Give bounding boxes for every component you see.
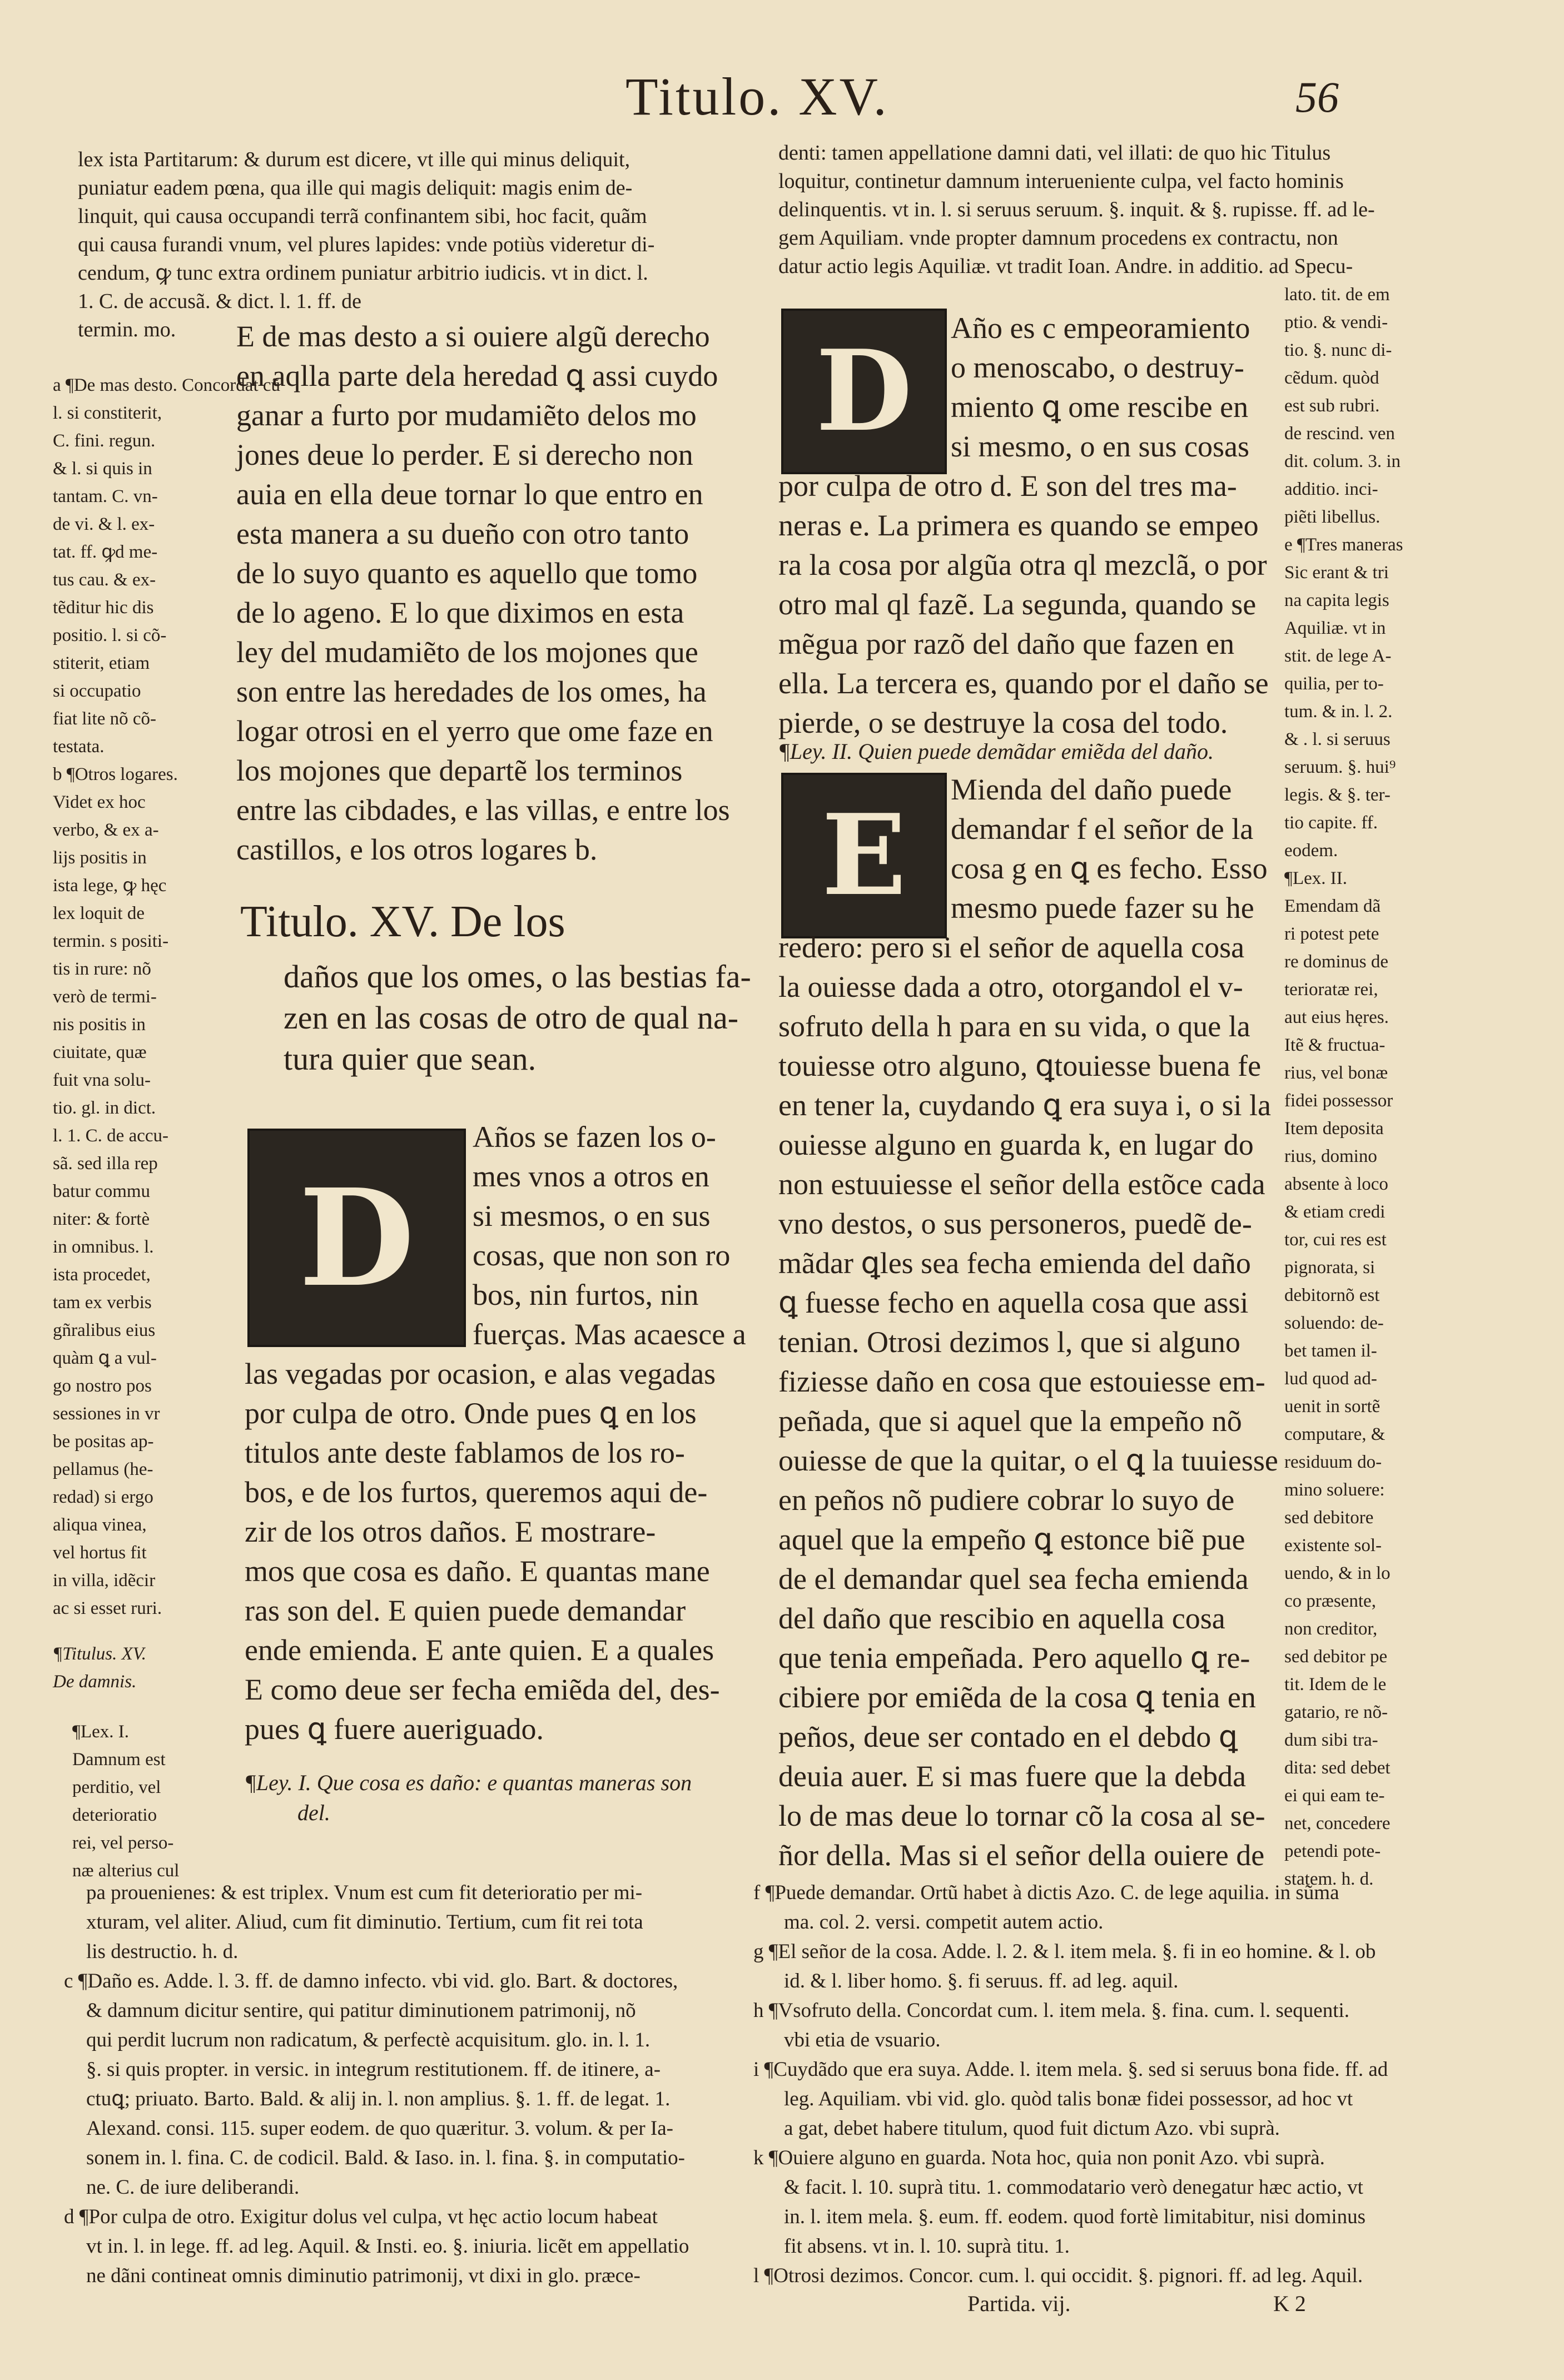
gloss-line: C. fini. regun. [53,431,156,451]
gloss-line: Sic erant & tri [1284,563,1389,583]
text-line: castillos, e los otros logares b. [236,833,598,866]
gloss-line: perditio, vel [72,1777,161,1797]
gloss-line: ei qui eam te- [1284,1786,1385,1806]
text-line: fuerças. Mas acaesce a [473,1318,746,1351]
gloss-line: computare, & [1284,1424,1386,1444]
gloss-line: datur actio legis Aquiliæ. vt tradit Ioan. Andre. in additio. ad Specu- [778,255,1353,278]
text-line: cosa g en ꝗ es fecho. Esso [951,852,1268,885]
text-line: cosas, que non son ro [473,1239,731,1272]
text-line: sofruto della h para en su vida, o que la [778,1010,1250,1043]
gloss-line: in villa, idẽcir [53,1571,156,1591]
gloss-line: niter: & fortè [53,1209,150,1229]
gloss-line: & facit. l. 10. suprà titu. 1. commodatario verò denegatur hæc actio, vt [784,2176,1363,2199]
text-line: Años se fazen los o- [473,1120,716,1154]
gloss-line: seruum. §. hui⁹ [1284,757,1396,777]
gloss-line: & etiam credi [1284,1202,1386,1222]
text-line: zir de los otros daños. E mostrare- [245,1515,656,1548]
text-line: de el demandar quel sea fecha emienda [778,1562,1249,1596]
gloss-line: ¶Titulus. XV. [53,1644,146,1664]
gloss-line: h ¶Vsofruto della. Concordat cum. l. item mela. §. fina. cum. l. sequenti. [753,1999,1350,2022]
gloss-line: Damnum est [72,1750,166,1770]
gloss-line: Item deposita [1284,1119,1384,1139]
heading-line: ¶Ley. I. Que cosa es daño: e quantas maneras son [245,1770,692,1795]
gloss-line: ctuꝗ; priuato. Barto. Bald. & alij in. l. non amplius. §. 1. ff. de legat. 1. [86,2088,671,2110]
right-top-gloss [778,139,1462,281]
gloss-line: mino soluere: [1284,1480,1385,1500]
gloss-line: vel hortus fit [53,1543,147,1563]
gloss-line: rius, domino [1284,1146,1377,1166]
gloss-line: sed debitor pe [1284,1647,1388,1667]
text-line: son entre las heredades de los omes, ha [236,675,707,708]
gloss-line: tio. §. nunc di- [1284,340,1392,360]
gloss-line: co præsente, [1284,1591,1376,1611]
text-line: ouiesse alguno en guarda k, en lugar do [778,1128,1254,1161]
text-line: ras son del. E quien puede demandar [245,1594,686,1627]
gloss-line: tor, cui res est [1284,1230,1387,1250]
text-line: neras e. La primera es quando se empeo [778,509,1259,542]
text-line: esta manera a su dueño con otro tanto [236,517,689,550]
gloss-line: residuum do- [1284,1452,1382,1472]
gloss-line: aut eius hęres. [1284,1007,1389,1027]
gloss-line: lis destructio. h. d. [86,1940,239,1963]
gloss-line: denti: tamen appellatione damni dati, vel illati: de quo hic Titulus [778,141,1331,165]
gloss-line: batur commu [53,1181,151,1201]
gloss-line: ista procedet, [53,1265,151,1285]
gloss-line: net, concedere [1284,1813,1391,1834]
subtitle-line: daños que los omes, o las bestias fa- [284,958,751,995]
gloss-line: gatario, re nõ- [1284,1702,1388,1722]
bottom-right-gloss [753,1878,1451,2290]
footer-mark: K 2 [1273,2291,1306,2316]
gloss-line: linquit, qui causa occupandi terrã confinantem sibi, hoc facit, quãm [78,205,647,228]
gloss-line: rei, vel perso- [72,1833,174,1853]
gloss-line: ne dãni contineat omnis diminutio patrimonij, vt dixi in glo. præce- [86,2264,641,2287]
heading-line: del. [297,1800,330,1825]
text-line: fiziesse daño en cosa que estouiesse em- [778,1365,1265,1398]
gloss-line: f ¶Puede demandar. Ortũ habet à dictis Azo. C. de lege aquilia. in sũma [753,1881,1339,1904]
gloss-line: gem Aquiliam. vnde propter damnum procedens ex contractu, non [778,226,1338,250]
gloss-line: in. l. item mela. §. eum. ff. eodem. quod fortè limitabitur, nisi dominus [784,2205,1366,2228]
gloss-line: 1. C. de accusã. & dict. l. 1. ff. de [78,290,362,313]
gloss-line: i ¶Cuydãdo que era suya. Adde. l. item mela. §. sed si seruus bona fide. ff. ad [753,2058,1388,2081]
gloss-line: qui perdit lucrum non radicatum, & perfectè acquisitum. glo. in. l. 1. [86,2029,651,2051]
text-line: en tener la, cuydando ꝗ era suya i, o si la [778,1089,1271,1122]
left-margin-gloss [53,371,281,1622]
gloss-line: & . l. si seruus [1284,729,1391,749]
gloss-line: go nostro pos [53,1376,152,1396]
text-line: deuia auer. E si mas fuere que la debda [778,1760,1247,1793]
gloss-line: tus cau. & ex- [53,570,156,590]
gloss-line: lijs positis in [53,848,147,868]
titulo-subtitle [284,956,751,1080]
gloss-line: id. & l. liber homo. §. fi seruus. ff. ad leg. aquil. [784,1970,1179,1993]
text-line: ella. La tercera es, quando por el daño se [778,667,1269,700]
gloss-line: c ¶Daño es. Adde. l. 3. ff. de damno infecto. vbi vid. glo. Bart. & doctores, [64,1970,678,1993]
gloss-line: delinquentis. vt in. l. si seruus seruum. §. inquit. & §. rupisse. ff. ad le- [778,198,1375,221]
gloss-line: termin. mo. [78,318,176,341]
gloss-line: puniatur eadem pœna, qua ille qui magis deliquit: magis enim de- [78,176,633,200]
gloss-line: e ¶Tres maneras [1284,535,1403,555]
gloss-line: ma. col. 2. versi. competit autem actio. [784,1911,1104,1934]
gloss-line: stit. de lege A- [1284,646,1392,666]
gloss-line: be positas ap- [53,1432,154,1452]
gloss-line: lato. tit. de em [1284,285,1390,305]
text-line: del daño que rescibio en aquella cosa [778,1602,1225,1635]
text-line: entre las cibdades, e las villas, e entre los [236,793,730,827]
gloss-line: & damnum dicitur sentire, qui patitur diminutionem patrimonij, nõ [86,1999,636,2022]
text-line: mos que cosa es daño. E quantas mane [245,1554,710,1588]
text-line: E de mas desto a si ouiere algũ derecho [236,320,710,353]
gloss-line: gñralibus eius [53,1320,156,1340]
text-line: otro mal ql fazẽ. La segunda, quando se [778,588,1257,621]
text-line: peñada, que si aquel que la empeño nõ [778,1404,1242,1438]
gloss-line: tẽditur hic dis [53,598,154,618]
text-line: por culpa de otro. Onde pues ꝗ en los [245,1397,697,1430]
initial-letter: E [821,790,907,921]
gloss-line: lex ista Partitarum: & durum est dicere, vt ille qui minus deliquit, [78,148,630,171]
gloss-line: Itẽ & fructua- [1284,1035,1386,1055]
left-top-gloss [78,146,745,344]
gloss-line: tit. Idem de le [1284,1675,1387,1695]
gloss-line: l ¶Otrosi dezimos. Concor. cum. l. qui occidit. §. pignori. ff. ad leg. Aquil. [753,2264,1363,2287]
gloss-line: testata. [53,737,105,757]
gloss-line: eodem. [1284,841,1338,861]
gloss-line: soluendo: de- [1284,1313,1384,1333]
gloss-line: dita: sed debet [1284,1758,1391,1778]
gloss-line: De damnis. [53,1672,137,1692]
gloss-line: petendi pote- [1284,1841,1381,1861]
text-line: ra la cosa por algũa otra ql mezclã, o por [778,548,1267,582]
gloss-line: uendo, & in lo [1284,1563,1391,1583]
gloss-line: positio. l. si cõ- [53,625,167,645]
gloss-line: pa prouenienes: & est triplex. Vnum est cum fit deterioratio per mi- [86,1881,643,1904]
gloss-line: a gat, debet habere titulum, quod fuit dictum Azo. vbi suprà. [784,2117,1280,2140]
gloss-line: næ alterius cul [72,1861,180,1881]
subtitle-line: tura quier que sean. [284,1041,537,1077]
text-line: demandar f el señor de la [951,812,1254,846]
gloss-line: sã. sed illa rep [53,1154,158,1174]
right-main-text-1 [778,309,1279,743]
text-line: ñor della. Mas si el señor della ouiere de [778,1839,1265,1872]
ley1-heading [245,1768,745,1828]
gloss-line: Alexand. consi. 115. super eodem. de quo quæritur. 3. volum. & per Ia- [86,2117,673,2140]
gloss-line: lud quod ad- [1284,1369,1377,1389]
gloss-line: & l. si quis in [53,459,152,479]
gloss-line: non creditor, [1284,1619,1378,1639]
text-line: ley del mudamiẽto de los mojones que [236,635,698,669]
gloss-line: deterioratio [72,1805,157,1825]
gloss-line: tis in rure: nõ [53,959,151,979]
subtitle-line: zen en las cosas de otro de qual na- [284,1000,739,1036]
gloss-line: Emendam dã [1284,896,1381,916]
text-line: ouiesse de que la quitar, o el ꝗ la tuuiesse [778,1444,1278,1477]
gloss-line: nis positis in [53,1015,146,1035]
gloss-line: l. si constiterit, [53,403,162,423]
gloss-line: pignorata, si [1284,1258,1376,1278]
text-line: si mesmo, o en sus cosas [951,430,1249,463]
lex1-margin-note [72,1718,234,1885]
text-line: E como deue ser fecha emiẽda del, des- [245,1673,720,1706]
gloss-line: qui causa furandi vnum, vel plures lapides: vnde potiùs videretur di- [78,233,655,256]
gloss-line: l. 1. C. de accu- [53,1126,169,1146]
gloss-line: absente à loco [1284,1174,1388,1194]
gloss-line: stiterit, etiam [53,653,150,673]
gloss-line: sed debitore [1284,1508,1374,1528]
gloss-line: verbo, & ex a- [53,820,159,840]
gloss-line: tat. ff. ꝙd me- [53,542,158,562]
footer-signature: Partida. vij. [967,2291,1071,2316]
text-line: miento ꝗ ome rescibe en [951,390,1249,424]
gloss-line: ne. C. de iure deliberandi. [86,2176,300,2199]
left-main-text [236,317,739,869]
gloss-line: g ¶El señor de la cosa. Adde. l. 2. & l. item mela. §. fi in eo homine. & l. ob [753,1940,1376,1963]
gloss-line: Videt ex hoc [53,792,146,812]
titulo-heading: Titulo. XV. De los [240,897,565,946]
gloss-line: si occupatio [53,681,141,701]
gloss-line: legis. & §. ter- [1284,785,1391,805]
gloss-line: debitornõ est [1284,1285,1380,1305]
text-line: la ouiesse dada a otro, otorgandol el v- [778,970,1243,1003]
text-line: los mojones que departẽ los terminos [236,754,683,787]
text-line: touiesse otro alguno, ꝗtouiesse buena fe [778,1049,1262,1082]
gloss-line: ista lege, ꝙ hęc [53,876,167,896]
text-line: por culpa de otro d. E son del tres ma- [778,469,1237,503]
text-line: mesmo puede fazer su he [951,891,1254,925]
text-line: pues ꝗ fuere aueriguado. [245,1712,544,1746]
gloss-line: ptio. & vendi- [1284,312,1388,332]
gloss-line: sonem in. l. fina. C. de codicil. Bald. & Iaso. in. l. fina. §. in computatio- [86,2147,685,2169]
gloss-line: k ¶Ouiere alguno en guarda. Nota hoc, quia non ponit Azo. vbi suprà. [753,2147,1325,2169]
gloss-line: re dominus de [1284,952,1388,972]
gloss-line: §. si quis propter. in versic. in integrum restitutionem. ff. de itinere, a- [86,2058,661,2081]
text-line: si mesmos, o en sus [473,1199,711,1233]
gloss-line: quàm ꝗ a vul- [53,1348,157,1368]
gloss-line: tio capite. ff. [1284,813,1378,833]
gloss-line: tam ex verbis [53,1293,152,1313]
text-line: jones deue lo perder. E si derecho non [236,438,693,471]
text-line: mãdar ꝗles sea fecha emienda del daño [778,1246,1251,1280]
gloss-line: d ¶Por culpa de otro. Exigitur dolus vel culpa, vt hęc actio locum habeat [64,2205,658,2228]
text-line: lo de mas deue lo tornar cõ la cosa al se- [778,1799,1265,1832]
running-title: Titulo. XV. [625,67,889,126]
gloss-line: loquitur, continetur damnum interueniente culpa, vel facto hominis [778,170,1344,193]
gloss-line: vt in. l. in lege. ff. ad leg. Aquil. & Insti. eo. §. iniuria. licẽt em appellatio [86,2235,689,2258]
text-line: aquel que la empeño ꝗ estonce biẽ pue [778,1523,1245,1556]
text-line: logar otrosi en el yerro que ome faze en [236,714,713,748]
text-line: mes vnos a otros en [473,1160,709,1193]
left-main-text-2 [245,1117,746,1749]
gloss-line: piẽti libellus. [1284,507,1381,527]
text-line: en aqlla parte dela heredad ꝗ assi cuydo [236,359,718,392]
text-line: tenian. Otrosi dezimos l, que si alguno [778,1325,1240,1359]
gloss-line: cẽdum. quòd [1284,368,1379,388]
initial-letter: D [816,326,912,456]
text-line: en peños nõ pudiere cobrar lo suyo de [778,1483,1235,1517]
gloss-line: tio. gl. in dict. [53,1098,156,1118]
gloss-line: bet tamen il- [1284,1341,1377,1361]
text-line: Mienda del daño puede [951,773,1232,806]
gloss-line: redad) si ergo [53,1487,153,1507]
gloss-line: ciuitate, quæ [53,1042,147,1062]
gloss-line: leg. Aquiliam. vbi vid. glo. quòd talis bonæ fidei possessor, ad hoc vt [784,2088,1353,2110]
gloss-line: est sub rubri. [1284,396,1380,416]
text-line: redero: pero si el señor de aquella cosa [778,931,1245,964]
gloss-line: ac si esset ruri. [53,1598,162,1618]
gloss-line: verò de termi- [53,987,157,1007]
gloss-line: de vi. & l. ex- [53,514,155,534]
gloss-line: vbi etia de vsuario. [784,2029,941,2051]
text-line: pierde, o se destruye la cosa del todo. [778,706,1228,739]
right-main-text-2 [778,770,1279,1875]
text-line: vno destos, o sus personeros, puedẽ de- [778,1207,1252,1240]
text-line: non estuuiesse el señor della estõce cada [778,1167,1265,1201]
text-line: Año es c empeoramiento [951,311,1250,345]
gloss-line: ¶Lex. I. [72,1722,129,1742]
gloss-line: Aquiliæ. vt in [1284,618,1386,638]
gloss-line: fit absens. vt in. l. 10. suprà titu. 1. [784,2235,1070,2258]
text-line: peños, deue ser contado en el debdo ꝗ [778,1720,1238,1753]
gloss-line: statem. h. d. [1284,1869,1374,1889]
gloss-line: quilia, per to- [1284,674,1384,694]
gloss-line: aliqua vinea, [53,1515,147,1535]
gloss-line: dit. colum. 3. in [1284,451,1401,471]
gloss-line: pellamus (he- [53,1459,153,1479]
gloss-line: lex loquit de [53,903,145,923]
gloss-line: tum. & in. l. 2. [1284,702,1393,722]
right-margin-gloss [1284,281,1451,1893]
gloss-line: cendum, ꝙ tunc extra ordinem puniatur arbitrio iudicis. vt in dict. l. [78,261,648,285]
gloss-line: termin. s positi- [53,931,169,951]
gloss-line: b ¶Otros logares. [53,764,178,784]
titulus-margin-note [53,1640,220,1696]
text-line: titulos ante deste fablamos de los ro- [245,1436,685,1469]
text-line: ꝗ fuesse fecho en aquella cosa que assi [778,1286,1249,1319]
text-line: auia en ella deue tornar lo que entro en [236,478,703,511]
text-line: ganar a furto por mudamiẽto delos mo [236,399,697,432]
gloss-line: na capita legis [1284,590,1389,610]
text-line: o menoscabo, o destruy- [951,351,1244,384]
gloss-line: rius, vel bonæ [1284,1063,1388,1083]
text-line: que tenia empeñada. Pero aquello ꝗ re- [778,1641,1250,1675]
page-number: 56 [1295,73,1339,121]
gloss-line: tantam. C. vn- [53,486,158,506]
gloss-line: ¶Lex. II. [1284,868,1347,888]
bottom-left-gloss [53,1878,745,2290]
gloss-line: sessiones in vr [53,1404,160,1424]
text-line: bos, nin furtos, nin [473,1278,699,1311]
gloss-line: de rescind. ven [1284,424,1395,444]
text-line: mẽgua por razõ del daño que fazen en [778,627,1235,660]
text-line: bos, e de los furtos, queremos aqui de- [245,1475,708,1509]
gloss-line: existente sol- [1284,1536,1382,1556]
gloss-line: fuit vna solu- [53,1070,151,1090]
initial-letter: D [299,1159,415,1316]
gloss-line: in omnibus. l. [53,1237,154,1257]
gloss-line: dum sibi tra- [1284,1730,1378,1750]
gloss-line: xturam, vel aliter. Aliud, cum fit diminutio. Tertium, cum fit rei tota [86,1911,643,1934]
gloss-line: ri potest pete [1284,924,1379,944]
gloss-line: terioratæ rei, [1284,980,1378,1000]
gloss-line: uenit in sortẽ [1284,1397,1381,1417]
text-line: cibiere por emiẽda de la cosa ꝗ tenia en [778,1681,1256,1714]
text-line: ende emienda. E ante quien. E a quales [245,1633,714,1667]
ley2-heading: ¶Ley. II. Quien puede demãdar emiẽda del daño. [778,739,1214,764]
text-line: de lo ageno. E lo que diximos en esta [236,596,684,629]
gloss-line: a ¶De mas desto. Concordat cũ [53,375,281,395]
gloss-line: fiat lite nõ cõ- [53,709,157,729]
text-line: de lo suyo quanto es aquello que tomo [236,557,698,590]
gloss-line: additio. inci- [1284,479,1378,499]
text-line: las vegadas por ocasion, e alas vegadas [245,1357,716,1390]
gloss-line: fidei possessor [1284,1091,1393,1111]
